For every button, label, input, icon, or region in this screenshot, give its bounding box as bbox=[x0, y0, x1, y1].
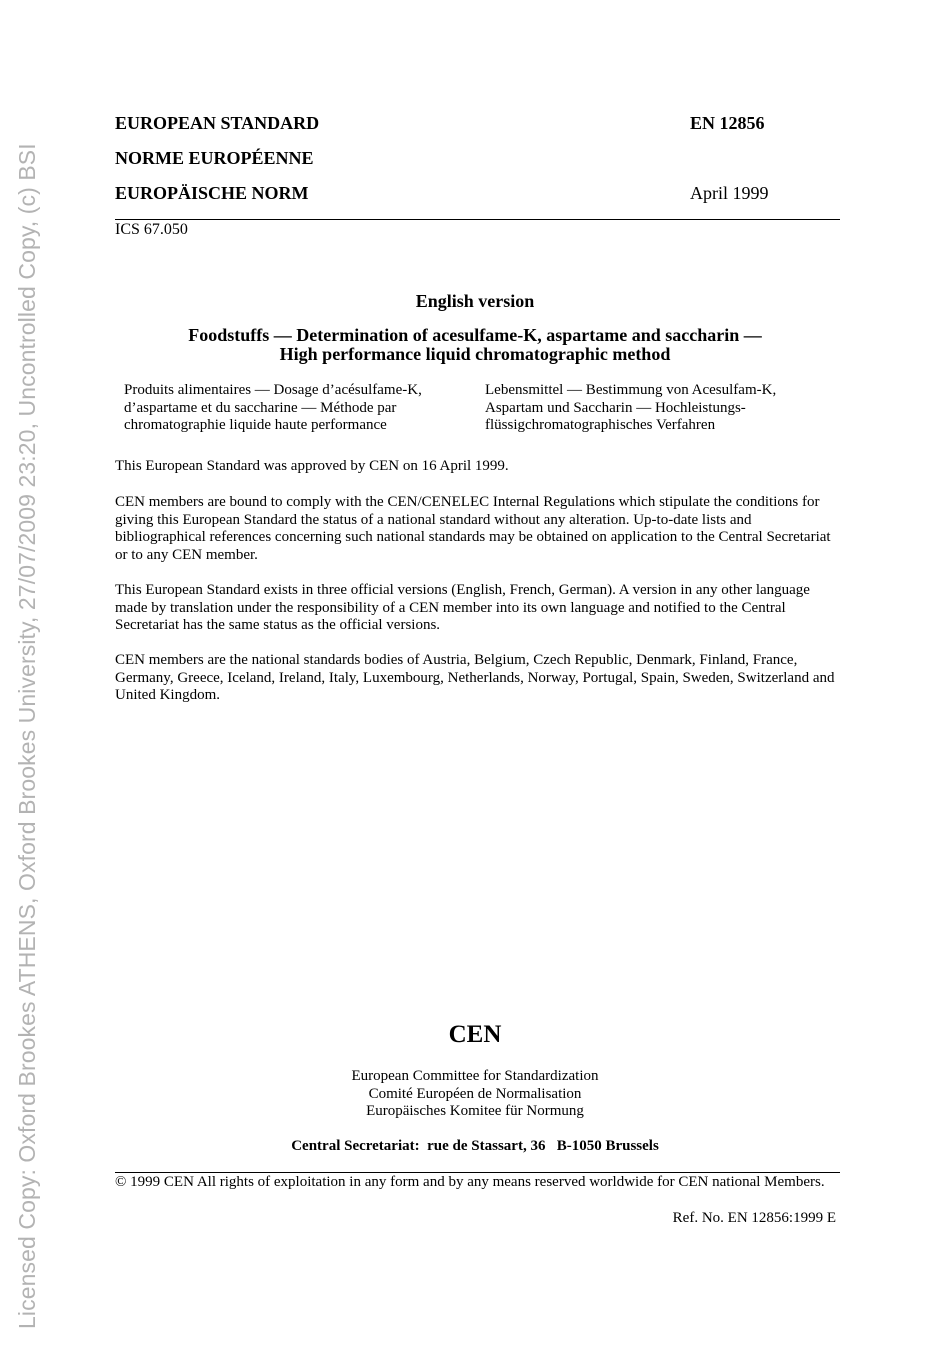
french-title-line: chromatographie liquide haute performance bbox=[124, 417, 387, 433]
committee-name: European Committee for Standardization bbox=[351, 1068, 599, 1084]
document-title bbox=[115, 326, 835, 364]
approval-paragraph: This European Standard was approved by CEN on 16 April 1999. bbox=[115, 458, 509, 474]
header-title-de: EUROPÄISCHE NORM bbox=[115, 183, 309, 203]
header-title-fr: NORME EUROPÉENNE bbox=[115, 148, 314, 168]
committee-name: Comité Européen de Normalisation bbox=[368, 1085, 582, 1102]
header-divider bbox=[115, 219, 840, 220]
title-line-2: High performance liquid chromatographic method bbox=[279, 344, 671, 364]
header-title-en: EUROPEAN STANDARD bbox=[115, 113, 320, 133]
french-title bbox=[124, 382, 474, 435]
copyright-notice: © 1999 CEN All rights of exploitation in any form and by any means reserved worldwide for CEN national Members. bbox=[115, 1174, 825, 1190]
regulations-paragraph: CEN members are bound to comply with the CEN/CENELEC Internal Regulations which stipulate the conditions for giving this European Standard the status of a national standard without any alteration. Up-to-date lists and bibliographical references concerning such national standards may be obtained on application to the Central Secretariat or to any CEN member. bbox=[115, 494, 831, 563]
committee-name: Europäisches Komitee für Normung bbox=[366, 1103, 584, 1119]
watermark-text: Licensed Copy: Oxford Brookes ATHENS, Oxford Brookes University, 27/07/2009 23:20, Uncontrolled Copy, (c) BSI bbox=[14, 143, 40, 1329]
german-title-line: flüssigchromatographisches Verfahren bbox=[485, 417, 716, 433]
french-title-line: Produits alimentaires — Dosage d’acésulfame-K, bbox=[124, 382, 422, 398]
central-secretariat: Central Secretariat: rue de Stassart, 36 B-1050 Brussels bbox=[291, 1138, 659, 1154]
title-line-1: Foodstuffs — Determination of acesulfame-K, aspartame and saccharin — bbox=[188, 325, 762, 345]
committee-names bbox=[115, 1068, 835, 1121]
german-title-line: Aspartam und Saccharin — Hochleistungs- bbox=[485, 399, 746, 416]
cen-logo-text: CEN bbox=[448, 1021, 502, 1048]
footer-divider bbox=[115, 1172, 840, 1173]
french-title-line: d’aspartame et du saccharine — Méthode par bbox=[124, 399, 397, 416]
reference-number: Ref. No. EN 12856:1999 E bbox=[672, 1210, 836, 1226]
standard-number: EN 12856 bbox=[690, 113, 765, 133]
publication-date: April 1999 bbox=[690, 183, 769, 203]
german-title bbox=[485, 382, 835, 435]
version-label: English version bbox=[415, 291, 535, 311]
versions-paragraph: This European Standard exists in three official versions (English, French, German). A version in any other language made by translation under the responsibility of a CEN member into its own language and notified to the Central Secretariat has the same status as the official versions. bbox=[115, 582, 810, 633]
members-paragraph: CEN members are the national standards bodies of Austria, Belgium, Czech Republic, Denmark, Finland, France, Germany, Greece, Iceland, Ireland, Italy, Luxembourg, Netherlands, Norway, Portugal, Spain, Sweden, Switzerland and United Kingdom. bbox=[115, 652, 835, 703]
german-title-line: Lebensmittel — Bestimmung von Acesulfam-K, bbox=[485, 382, 777, 398]
ics-code: ICS 67.050 bbox=[115, 221, 188, 238]
